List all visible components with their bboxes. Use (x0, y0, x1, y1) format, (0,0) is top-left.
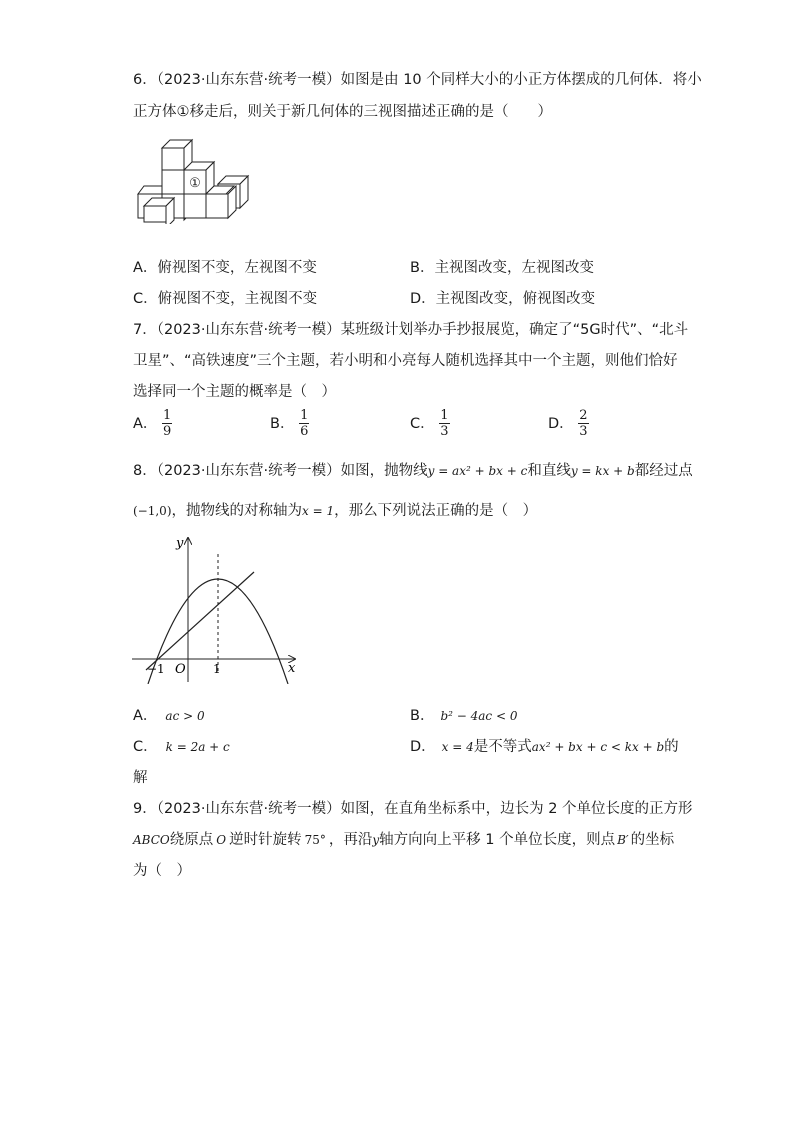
q8-option-a: A． ac > 0 (133, 708, 205, 724)
q8-line1: 8．（2023·山东东营·统考一模）如图，抛物线y = ax² + bx + c和直线y = kx + b都经过点 (133, 463, 693, 479)
straight-line (146, 572, 254, 670)
q6-figure-label: ① (189, 176, 201, 191)
point-expression: (−1,0) (133, 504, 172, 518)
q6-line2: 正方体①移走后，则关于新几何体的三视图描述正确的是（ ） (133, 104, 552, 120)
q7-option-a: A． $\frac{1}{9}$ (133, 408, 172, 439)
q6-option-a: A．俯视图不变，左视图不变 (133, 260, 317, 276)
line-expression: y = kx + b (570, 464, 635, 478)
q7-option-b: B． $\frac{1}{6}$ (270, 408, 309, 439)
q6-cube-figure (130, 134, 256, 224)
tick-label-1: 1 (213, 662, 221, 676)
q7-option-d: D． $\frac{2}{3}$ (548, 408, 588, 439)
origin-label: O (175, 662, 186, 677)
q9-line1: 9．（2023·山东东营·统考一模）如图，在直角坐标系中，边长为 2 个单位长度的正方形 (133, 801, 693, 817)
q6-option-c: C．俯视图不变，主视图不变 (133, 291, 318, 307)
q9-line2: ABCO绕原点 O 逆时针旋转 75° ，再沿y轴方向向上平移 1 个单位长度，则点 B′ 的坐标 (133, 832, 675, 848)
axis-expression: x = 1 (302, 504, 335, 518)
q8-graph (130, 532, 302, 684)
q9-line3: 为（ ） (133, 863, 191, 879)
q8-option-d: D． x = 4是不等式ax² + bx + c < kx + b的 (410, 739, 679, 755)
q7-line2: 卫星”、“高铁速度”三个主题，若小明和小亮每人随机选择其中一个主题，则他们恰好 (133, 353, 678, 369)
q7-line3: 选择同一个主题的概率是（ ） (133, 384, 336, 400)
q8-option-b: B． b² − 4ac < 0 (410, 708, 518, 724)
fraction: $\frac{2}{3}$ (579, 408, 588, 439)
fraction: $\frac{1}{3}$ (440, 408, 449, 439)
x-axis-label: x (288, 661, 296, 676)
y-axis-label: y (176, 536, 184, 551)
q6-option-d: D．主视图改变，俯视图改变 (410, 291, 596, 307)
q7-option-c: C． $\frac{1}{3}$ (410, 408, 449, 439)
q6-line1: 6．（2023·山东东营·统考一模）如图是由 10 个同样大小的小正方体摆成的几何体．将小 (133, 72, 702, 88)
q8-option-d-continued: 解 (133, 770, 148, 786)
q7-line1: 7．（2023·山东东营·统考一模）某班级计划举办手抄报展览，确定了“5G时代”、“北斗 (133, 322, 689, 338)
fraction: $\frac{1}{6}$ (300, 408, 309, 439)
fraction: $\frac{1}{9}$ (163, 408, 172, 439)
q8-line2: (−1,0)，抛物线的对称轴为x = 1，那么下列说法正确的是（ ） (133, 503, 538, 519)
parabola-expression: y = ax² + bx + c (427, 464, 528, 478)
tick-label-neg1: −1 (147, 662, 165, 676)
q6-option-b: B．主视图改变，左视图改变 (410, 260, 594, 276)
q8-option-c: C． k = 2a + c (133, 739, 230, 755)
